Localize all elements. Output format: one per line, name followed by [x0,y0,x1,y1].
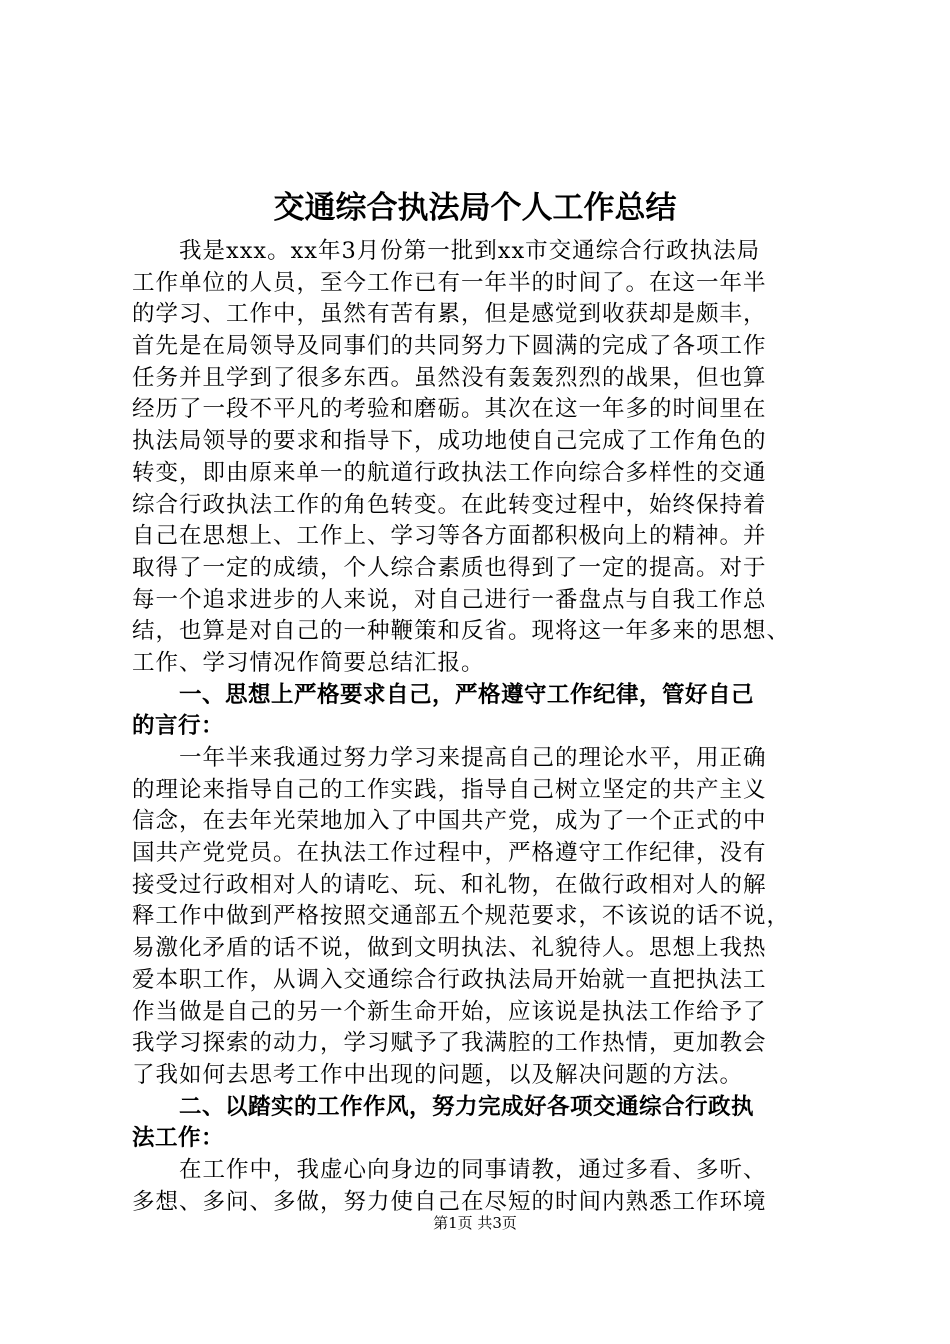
document-body [132,236,834,1218]
paragraph-line: 我是xxx。xx年3月份第一批到xx市交通综合行政执法局 [179,238,761,264]
paragraph-line: 转变，即由原来单一的航道行政执法工作向综合多样性的交通 [132,459,767,486]
paragraph-line: 执法局领导的要求和指导下，成功地使自己完成了工作角色的 [132,428,767,455]
paragraph-line: 一年半来我通过努力学习来提高自己的理论水平，用正确 [179,745,767,771]
paragraph-line: 国共产党党员。在执法工作过程中，严格遵守工作纪律，没有 [132,840,767,867]
section-heading-2-cont: 法工作： [132,1125,225,1152]
paragraph-line: 任务并且学到了很多东西。虽然没有轰轰烈烈的战果，但也算 [132,364,767,391]
paragraph-line: 每一个追求进步的人来说，对自己进行一番盘点与自我工作总 [132,586,767,613]
paragraph-line: 多想、多问、多做，努力使自己在尽短的时间内熟悉工作环境 [132,1188,767,1215]
paragraph-line: 在工作中，我虚心向身边的同事请教，通过多看、多听、 [179,1156,767,1183]
section-heading-2: 二、以踏实的工作作风，努力完成好各项交通综合行政执 [179,1093,755,1120]
section-heading-1-cont: 的言行： [132,713,225,740]
paragraph-line: 接受过行政相对人的请吃、玩、和礼物，在做行政相对人的解 [132,871,767,898]
paragraph-line: 经历了一段不平凡的考验和磨砺。其次在这一年多的时间里在 [132,396,767,423]
section-heading-1: 一、思想上严格要求自己，严格遵守工作纪律，管好自己 [179,681,755,708]
document-title: 交通综合执法局个人工作总结 [273,190,677,226]
paragraph-line: 工作、学习情况作简要总结汇报。 [132,649,485,676]
paragraph-line: 信念，在去年光荣地加入了中国共产党，成为了一个正式的中 [132,808,767,835]
paragraph-line: 释工作中做到严格按照交通部五个规范要求，不该说的话不说， [132,903,791,930]
paragraph-line: 综合行政执法工作的角色转变。在此转变过程中，始终保持着 [132,491,767,518]
paragraph-line: 取得了一定的成绩，个人综合素质也得到了一定的提高。对于 [132,554,767,581]
paragraph-line: 工作单位的人员，至今工作已有一年半的时间了。在这一年半 [132,269,767,296]
paragraph-line: 作当做是自己的另一个新生命开始，应该说是执法工作给予了 [132,998,767,1025]
paragraph-line: 爱本职工作，从调入交通综合行政执法局开始就一直把执法工 [132,966,767,993]
page-footer: 第1页 共3页 [433,1214,517,1232]
paragraph-line: 了我如何去思考工作中出现的问题，以及解决问题的方法。 [132,1061,744,1088]
paragraph-line: 自己在思想上、工作上、学习等各方面都积极向上的精神。并 [132,523,767,550]
paragraph-line: 的学习、工作中，虽然有苦有累，但是感觉到收获却是颇丰， [132,301,767,328]
paragraph-line: 的理论来指导自己的工作实践，指导自己树立坚定的共产主义 [132,776,767,803]
paragraph-line: 结，也算是对自己的一种鞭策和反省。现将这一年多来的思想、 [132,618,791,645]
paragraph-line: 我学习探索的动力，学习赋予了我满腔的工作热情，更加教会 [132,1030,767,1057]
paragraph-line: 首先是在局领导及同事们的共同努力下圆满的完成了各项工作 [132,333,767,360]
paragraph-line: 易激化矛盾的话不说，做到文明执法、礼貌待人。思想上我热 [132,935,767,962]
